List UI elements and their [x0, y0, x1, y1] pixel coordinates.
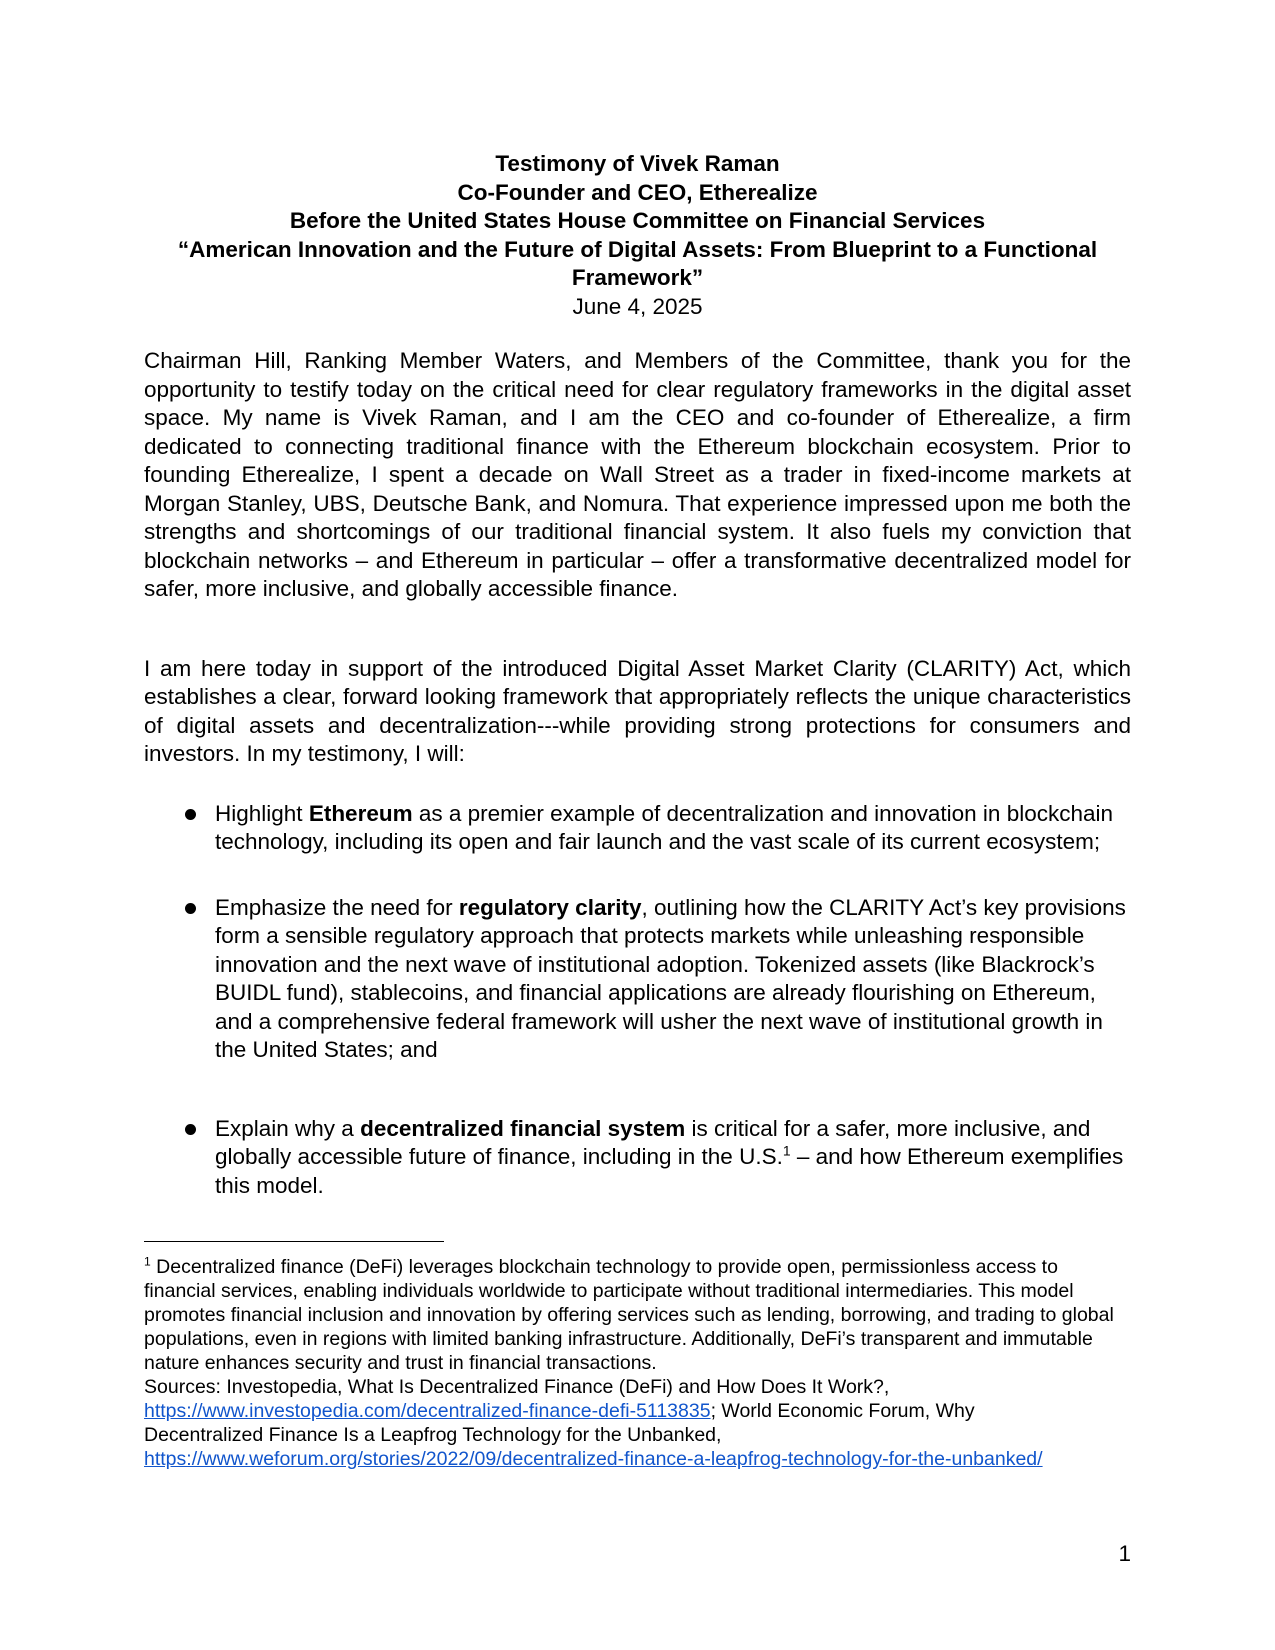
bullet-icon	[185, 903, 196, 914]
paragraph-support: I am here today in support of the introduced Digital Asset Market Clarity (CLARITY) Act, which establishes a clear, forward looking framework that appropriately reflects the unique characteristics of digital assets and decentralization---while providing strong protections for consumers and investors. In my testimony, I will:	[144, 655, 1131, 766]
bullet-text: Explain why a decentralized financial system is critical for a safer, more inclusive, and globally accessible future of finance, including in the U.S.$^1$ – and how Ethereum exemplifies this model.	[215, 1115, 1124, 1198]
bullet-text: Highlight Ethereum as a premier example of decentralization and innovation in blockchain technology, including its open and fair launch and the vast scale of its current ecosystem;	[215, 800, 1114, 854]
page-number: 1	[1118, 1541, 1131, 1566]
bullet-item-decentralized-finance	[144, 1115, 1131, 1201]
footnote-link[interactable]: https://www.weforum.org/stories/2022/09/decentralized-finance-a-leapfrog-technology-for-the-unbanked/	[144, 1448, 1043, 1470]
title-line-committee: Before the United States House Committee on Financial Services	[289, 208, 986, 233]
bullet-text: Emphasize the need for regulatory clarity, outlining how the CLARITY Act’s key provisions form a sensible regulatory approach that protects markets while unleashing responsible innovation and the next wave of institutional adoption. Tokenized assets (like Blackrock’s BUIDL fund), stablecoins, and financial applications are already flourishing on Ethereum, and a comprehensive federal framework will usher the next wave of institutional growth in the United States; and	[215, 894, 1126, 1062]
bullet-icon	[185, 1124, 196, 1135]
paragraph-intro: Chairman Hill, Ranking Member Waters, and Members of the Committee, thank you for the opportunity to testify today on the critical need for clear regulatory frameworks in the digital asset space. My name is Vivek Raman, and I am the CEO and co-founder of Etherealize, a firm dedicated to connecting traditional finance with the Ethereum blockchain ecosystem. Prior to founding Etherealize, I spent a decade on Wall Street as a trader in fixed-income markets at Morgan Stanley, UBS, Deutsche Bank, and Nomura. That experience impressed upon me both the strengths and shortcomings of our traditional financial system. It also fuels my conviction that blockchain networks – and Ethereum in particular – offer a transformative decentralized model for safer, more inclusive, and globally accessible finance.	[144, 348, 1131, 601]
footnote-text: $^1$ Decentralized finance (DeFi) leverages blockchain technology to provide open, permissionless access to financial services, enabling individuals worldwide to participate without traditional intermediaries. This model promotes financial inclusion and innovation by offering services such as lending, borrowing, and trading to global populations, even in regions with limited banking infrastructure. Additionally, DeFi’s transparent and immutable nature enhances security and trust in financial transactions. Sources: Investopedia, What Is Decentralized Finance (DeFi) and How Does It Work?, https://www.investopedia.com/decentralized-finance-defi-5113835; World Economic Forum, Why Decentralized Finance Is a Leapfrog Technology for the Unbanked, https://www.weforum.org/stories/2022/09/decentralized-finance-a-leapfrog-technology-for-the-unbanked/	[144, 1254, 1114, 1470]
bullet-icon	[185, 809, 196, 820]
document-header	[144, 150, 1131, 321]
footnote-separator	[144, 1241, 444, 1242]
footnote-link[interactable]: https://www.investopedia.com/decentralized-finance-defi-5113835	[144, 1400, 711, 1422]
bullet-item-regulatory-clarity	[144, 894, 1131, 1065]
footnote-reference: 1	[782, 1142, 791, 1159]
title-line-author: Testimony of Vivek Raman	[495, 151, 780, 176]
footnote-reference: 1	[144, 1254, 151, 1269]
document-date: June 4, 2025	[572, 293, 703, 319]
title-line-role: Co-Founder and CEO, Etherealize	[457, 179, 818, 205]
bullet-item-ethereum	[144, 800, 1131, 857]
testimony-bullet-list	[144, 800, 1131, 1201]
title-line-hearing: “American Innovation and the Future of Digital Assets: From Blueprint to a Functional Framework”	[177, 236, 1098, 290]
